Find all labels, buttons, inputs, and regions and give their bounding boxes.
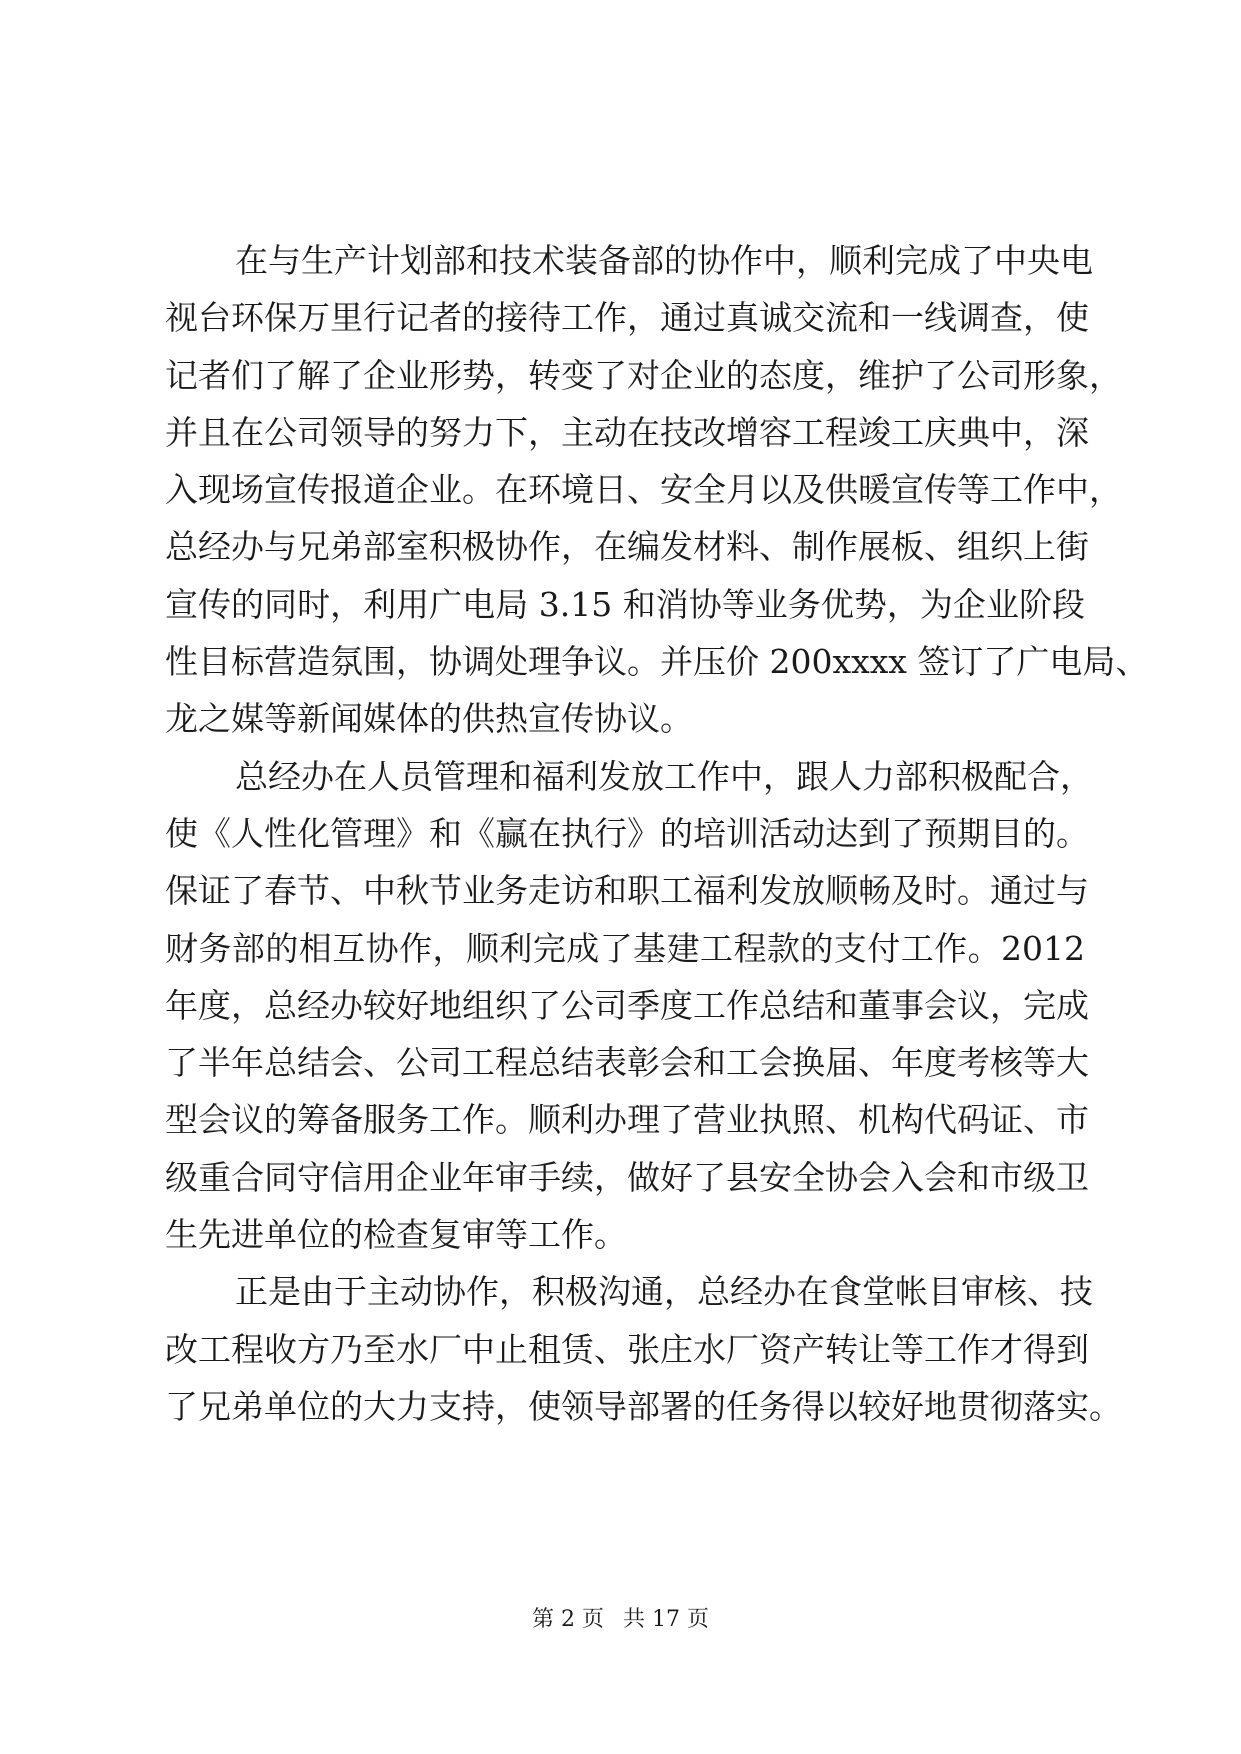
text-line: 财务部的相互协作，顺利完成了基建工程款的支付工作。2012 [165,928,1085,968]
text-line: 在与生产计划部和技术装备部的协作中，顺利完成了中央电 [235,241,1093,280]
text-line: 改工程收方乃至水厂中止租赁、张庄水厂资产转让等工作才得到 [165,1329,1089,1369]
text-line: 并且在公司领导的努力下，主动在技改增容工程竣工庆典中，深 [165,412,1089,452]
text-line: 年度，总经办较好地组织了公司季度工作总结和董事会议，完成 [165,985,1089,1025]
page-total: 共 17 页 [623,1607,709,1632]
document-body [165,232,1149,1435]
paragraph-3 [165,1263,1122,1435]
paragraph-2 [165,748,1093,1264]
text-line: 了半年总结会、公司工程总结表彰会和工会换届、年度考核等大 [165,1043,1089,1083]
text-line: 级重合同守信用企业年审手续，做好了县安全协会入会和市级卫 [165,1157,1089,1197]
text-line: 正是由于主动协作，积极沟通，总经办在食堂帐目审核、技 [235,1272,1093,1312]
text-line: 生先进单位的检查复审等工作。 [165,1215,627,1255]
text-line: 型会议的筹备服务工作。顺利办理了营业执照、机构代码证、市 [165,1100,1089,1140]
text-line: 记者们了解了企业形势，转变了对企业的态度，维护了公司形象， [165,355,1122,395]
text-line: 了兄弟单位的大力支持，使领导部署的任务得以较好地贯彻落实。 [165,1386,1122,1426]
page-footer [0,1605,1241,1635]
paragraph-1 [165,232,1149,748]
text-line: 宣传的同时，利用广电局 3.15 和消协等业务优势，为企业阶段 [165,584,1085,624]
text-line: 入现场宣传报道企业。在环境日、安全月以及供暖宣传等工作中， [165,470,1122,510]
text-line: 保证了春节、中秋节业务走访和职工福利发放顺畅及时。通过与 [165,871,1089,911]
page-number: 第 2 页 [532,1607,604,1632]
text-line: 龙之媒等新闻媒体的供热宣传协议。 [165,699,693,739]
text-line: 总经办与兄弟部室积极协作，在编发材料、制作展板、组织上街 [165,527,1089,567]
text-line: 性目标营造氛围，协调处理争议。并压价 200xxxx 签订了广电局、 [165,642,1149,682]
text-line: 视台环保万里行记者的接待工作，通过真诚交流和一线调查，使 [165,298,1089,338]
text-line: 使《人性化管理》和《赢在执行》的培训活动达到了预期目的。 [165,813,1089,853]
text-line: 总经办在人员管理和福利发放工作中，跟人力部积极配合， [235,756,1093,796]
